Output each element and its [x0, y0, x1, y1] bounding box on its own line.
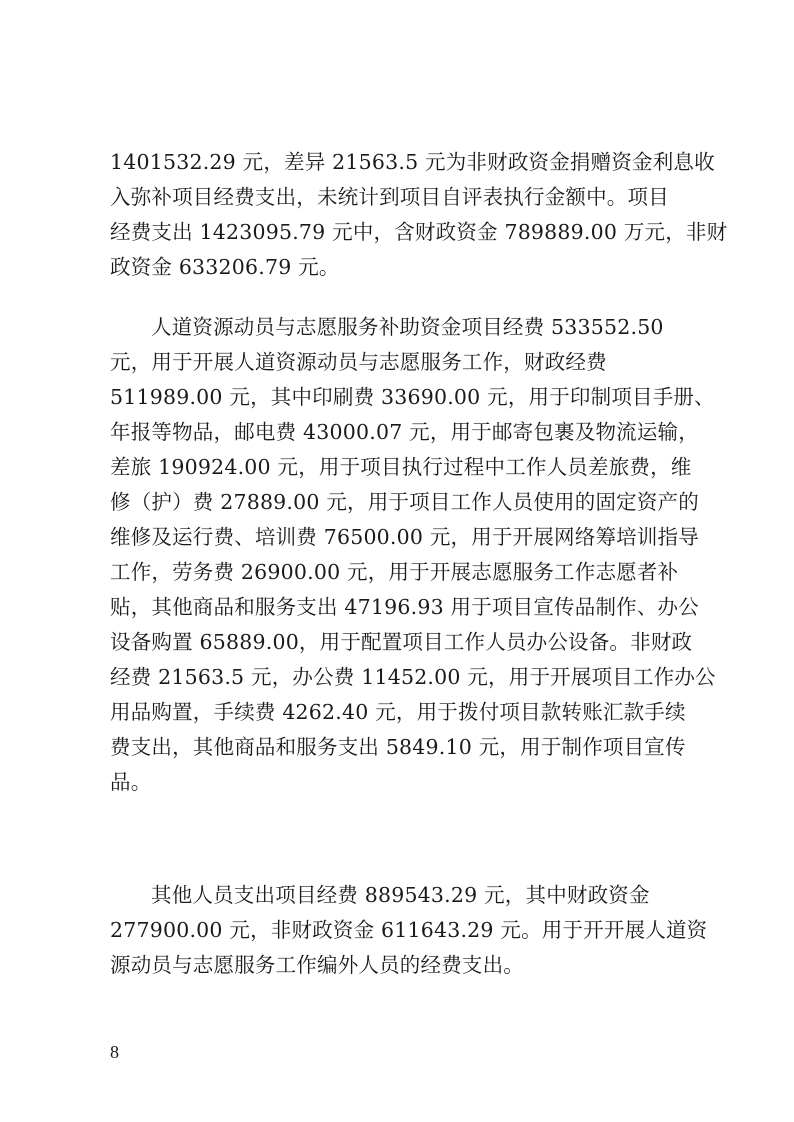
paragraph-volunteer-service-funds	[110, 310, 716, 800]
text-line: 品。	[110, 770, 152, 794]
text-line: 元，用于开展人道资源动员与志愿服务工作，财政经费	[110, 350, 607, 374]
text-line: 修（护）费 27889.00 元，用于项目工作人员使用的固定资产的	[110, 490, 699, 514]
text-line: 其他人员支出项目经费 889543.29 元，其中财政资金	[151, 883, 650, 907]
text-line: 工作，劳务费 26900.00 元，用于开展志愿服务工作志愿者补	[110, 560, 679, 584]
text-line: 用品购置，手续费 4262.40 元，用于拨付项目款转账汇款手续	[110, 700, 686, 724]
text-line: 经费支出 1423095.79 元中，含财政资金 789889.00 万元，非财	[110, 220, 728, 244]
text-line: 人道资源动员与志愿服务补助资金项目经费 533552.50	[151, 315, 664, 339]
text-line: 设备购置 65889.00，用于配置项目工作人员办公设备。非财政	[110, 630, 693, 654]
text-line: 维修及运行费、培训费 76500.00 元，用于开展网络筹培训指导	[110, 525, 699, 549]
text-line: 差旅 190924.00 元，用于项目执行过程中工作人员差旅费，维	[110, 455, 692, 479]
text-line: 入弥补项目经费支出，未统计到项目自评表执行金额中。项目	[110, 185, 669, 209]
text-line: 源动员与志愿服务工作编外人员的经费支出。	[110, 953, 524, 977]
paragraph-budget-summary	[110, 145, 728, 285]
text-line: 1401532.29 元，差异 21563.5 元为非财政资金捐赠资金利息收	[110, 150, 715, 174]
text-line: 277900.00 元，非财政资金 611643.29 元。用于开开展人道资	[110, 918, 708, 942]
text-line: 贴，其他商品和服务支出 47196.93 用于项目宣传品制作、办公	[110, 595, 699, 619]
paragraph-other-personnel-expenses	[110, 878, 710, 983]
text-line: 经费 21563.5 元，办公费 11452.00 元，用于开展项目工作办公	[110, 665, 716, 689]
text-line: 年报等物品，邮电费 43000.07 元，用于邮寄包裹及物流运输，	[110, 420, 699, 444]
text-line: 511989.00 元，其中印刷费 33690.00 元，用于印制项目手册、	[110, 385, 715, 409]
text-line: 费支出，其他商品和服务支出 5849.10 元，用于制作项目宣传	[110, 735, 686, 759]
page-number: 8	[110, 1042, 119, 1062]
text-line: 政资金 633206.79 元。	[110, 255, 340, 279]
